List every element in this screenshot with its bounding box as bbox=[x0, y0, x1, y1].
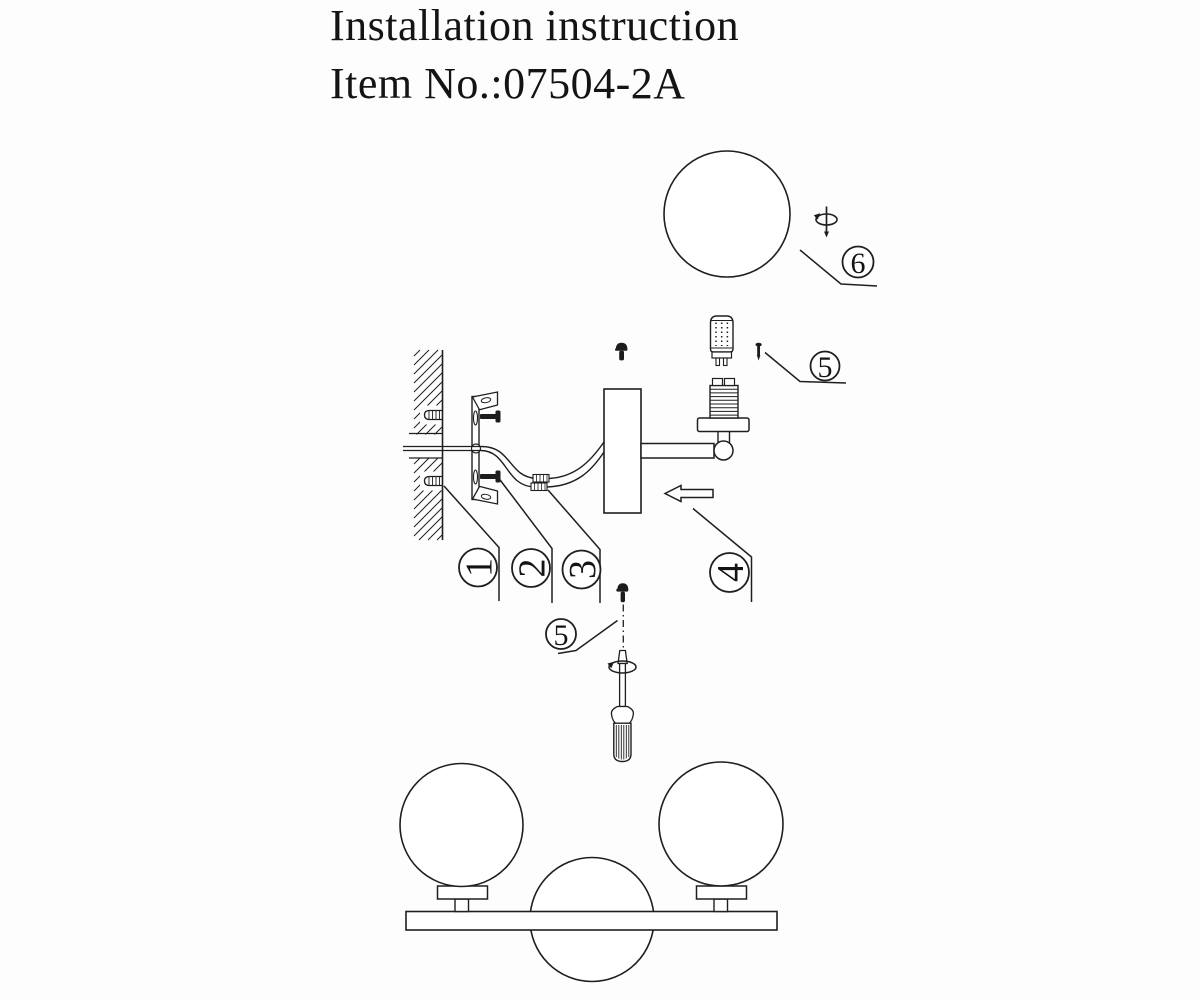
bulb-pin-left bbox=[716, 358, 720, 366]
canopy-backplate bbox=[604, 389, 641, 513]
set-screw-small bbox=[756, 343, 762, 361]
mounting-screw-bottom bbox=[480, 471, 501, 483]
callout-number-1: 1 bbox=[458, 558, 501, 577]
bottom-screw bbox=[616, 583, 628, 602]
left-globe bbox=[400, 764, 523, 887]
callout-number-6: 6 bbox=[850, 246, 866, 280]
mounting-bracket bbox=[472, 392, 501, 504]
screwdriver-shaft bbox=[620, 664, 626, 707]
glass-globe bbox=[664, 151, 790, 277]
bulb-pin-right bbox=[724, 358, 728, 366]
page-title: Installation instruction bbox=[330, 1, 740, 50]
callout-number-3: 3 bbox=[562, 560, 605, 579]
g9-led-bulb bbox=[711, 316, 734, 366]
fixture-bar bbox=[406, 912, 777, 931]
wire-connector bbox=[531, 475, 549, 491]
mounting-screw-top bbox=[480, 411, 501, 423]
lamp-socket bbox=[698, 379, 750, 443]
bracket-cable-hole bbox=[472, 444, 481, 453]
socket-threaded-body bbox=[710, 386, 738, 419]
callout-number-5-bottom: 5 bbox=[553, 618, 569, 652]
right-globe bbox=[659, 762, 783, 886]
canopy-screw bbox=[615, 343, 627, 361]
right-stem bbox=[714, 899, 728, 912]
screwdriver-ferrule bbox=[611, 707, 633, 724]
socket-terminal-left bbox=[713, 379, 723, 386]
fixture-wires bbox=[481, 442, 604, 491]
assembled-fixture bbox=[400, 762, 783, 982]
push-direction-arrow bbox=[665, 486, 713, 502]
right-globe-holder bbox=[697, 886, 747, 899]
callout-number-2: 2 bbox=[511, 558, 554, 578]
left-globe-holder bbox=[438, 886, 488, 899]
item-number: Item No.:07504-2A bbox=[330, 59, 686, 108]
wall-section bbox=[406, 350, 443, 540]
callout-number-4: 4 bbox=[710, 563, 753, 582]
lamp-arm bbox=[641, 444, 714, 459]
socket-terminal-right bbox=[725, 379, 735, 386]
bulb-base bbox=[712, 352, 732, 358]
socket-plate bbox=[698, 418, 750, 432]
callout-number-5-top: 5 bbox=[817, 350, 833, 384]
rotate-globe-icon bbox=[814, 207, 837, 238]
screwdriver bbox=[608, 651, 637, 762]
arm-ball-joint bbox=[714, 441, 733, 460]
left-stem bbox=[455, 899, 469, 912]
